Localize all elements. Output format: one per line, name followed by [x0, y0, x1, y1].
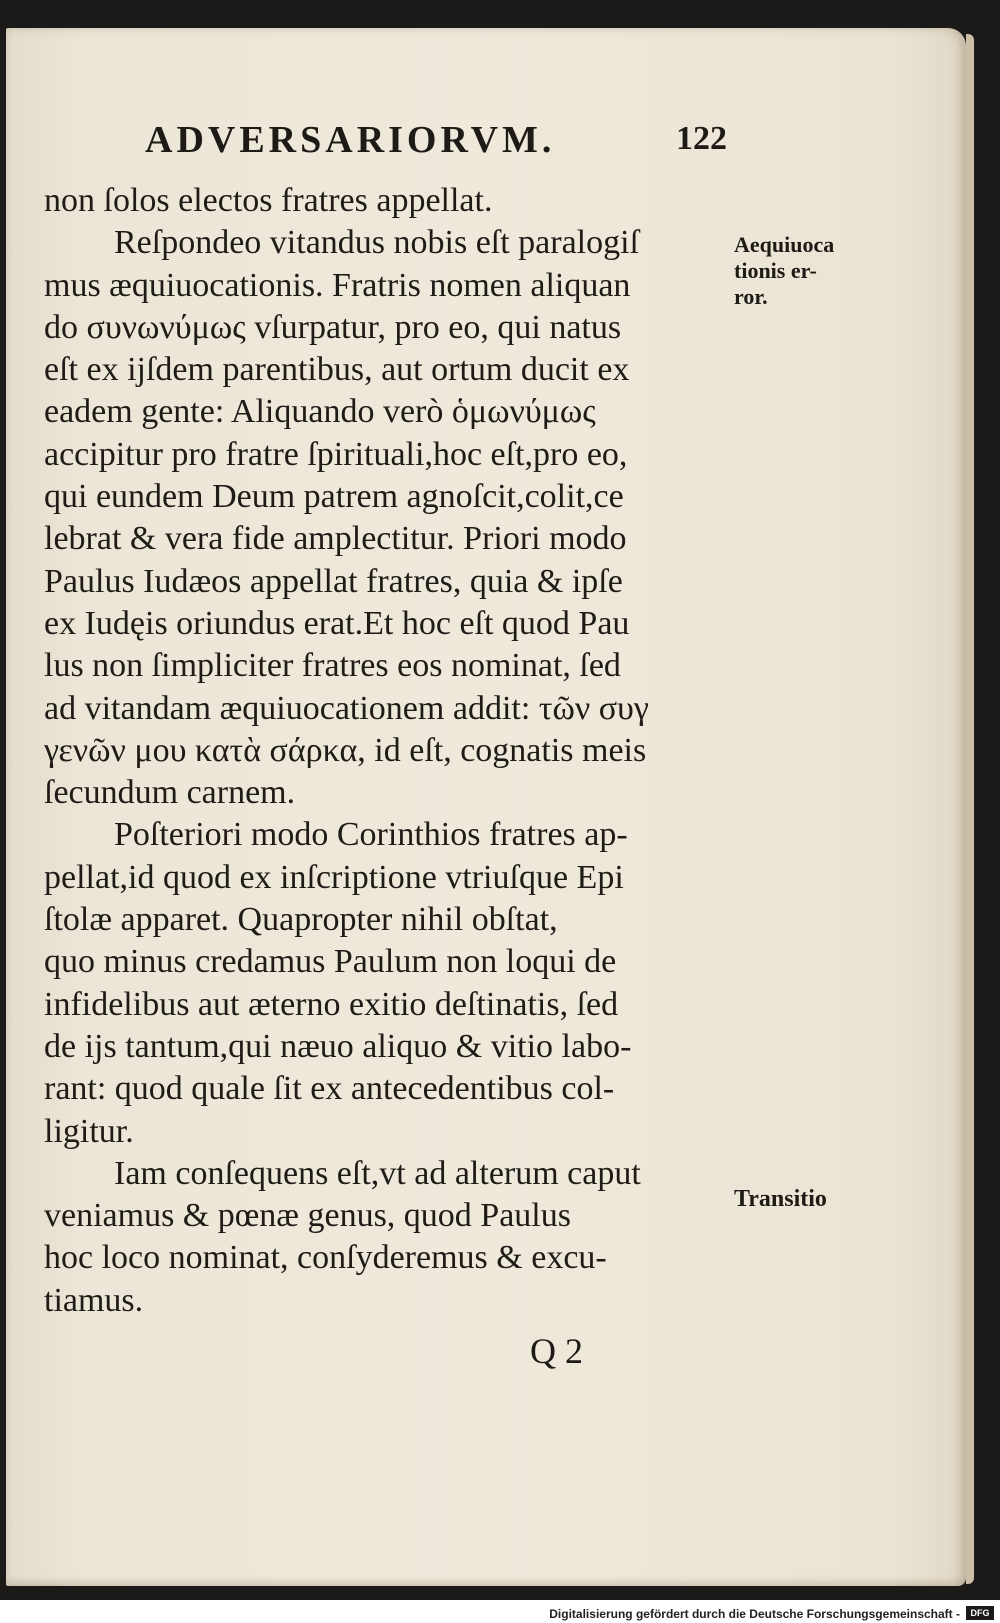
running-head: ADVERSARIORVM. [145, 119, 556, 161]
body-text [44, 180, 724, 1322]
text-line: ligitur. [44, 1112, 134, 1150]
text-line: eadem gente: Aliquando verò ὁμωνύμως [44, 393, 596, 431]
text-line: hoc loco nominat, conſyderemus & excu- [44, 1239, 607, 1277]
text-line: pellat,id quod ex inſcriptione vtriuſque Epi [44, 858, 624, 896]
text-line: veniamus & pœnæ genus, quod Paulus [44, 1197, 571, 1235]
text-line: Poſteriori modo Corinthios fratres ap- [114, 816, 628, 854]
dfg-logo: DFG [966, 1606, 994, 1620]
digitization-credit: Digitalisierung gefördert durch die Deutsche Forschungsgemeinschaft - [549, 1607, 960, 1621]
text-line: Reſpondeo vitandus nobis eſt paralogiſ [114, 224, 640, 262]
text-line: infidelibus aut æterno exitio deſtinatis, ſed [44, 985, 619, 1023]
text-line: lus non ſimpliciter fratres eos nominat, ſed [44, 647, 621, 685]
marginal-note-line: tionis er- [734, 258, 817, 283]
text-line: accipitur pro fratre ſpirituali,hoc eſt,pro eo, [44, 435, 628, 473]
page-number: 122 [676, 120, 727, 157]
text-line: ex Iudęis oriundus erat.Et hoc eſt quod Pau [44, 604, 630, 642]
text-line: tiamus. [44, 1281, 144, 1319]
text-line: ad vitandam æquiuocationem addit: τῶν συγ [44, 689, 649, 727]
text-line: lebrat & vera fide amplectitur. Priori modo [44, 520, 627, 558]
text-line: ſecundum carnem. [44, 774, 296, 812]
marginal-note-equivocation [734, 232, 834, 310]
text-line: ſtolæ apparet. Quapropter nihil obſtat, [44, 901, 558, 939]
text-line: quo minus credamus Paulum non loqui de [44, 943, 617, 981]
marginal-note-line: ror. [734, 284, 768, 309]
marginal-note-line: Aequiuoca [734, 232, 835, 257]
signature-mark: Q 2 [530, 1331, 583, 1371]
text-line: rant: quod quale ſit ex antecedentibus col- [44, 1070, 615, 1108]
text-line: do συνωνύμως vſurpatur, pro eo, qui natus [44, 308, 622, 346]
text-line: non ſolos electos fratres appellat. [44, 182, 493, 219]
text-line: Iam conſequens eſt,vt ad alterum caput [114, 1154, 641, 1192]
text-line: Paulus Iudæos appellat fratres, quia & ipſe [44, 562, 623, 600]
text-line: mus æquiuocationis. Fratris nomen aliquan [44, 266, 631, 304]
page-edge [966, 34, 974, 1584]
text-line: qui eundem Deum patrem agnoſcit,colit,ce [44, 478, 624, 516]
text-line: γενῶν μου κατὰ σάρκα, id eſt, cognatis meis [44, 731, 647, 769]
text-line: de ijs tantum,qui næuo aliquo & vitio labo- [44, 1027, 632, 1065]
text-line: eſt ex ijſdem parentibus, aut ortum ducit ex [44, 351, 630, 389]
marginal-note-transition: Transitio [734, 1186, 827, 1212]
